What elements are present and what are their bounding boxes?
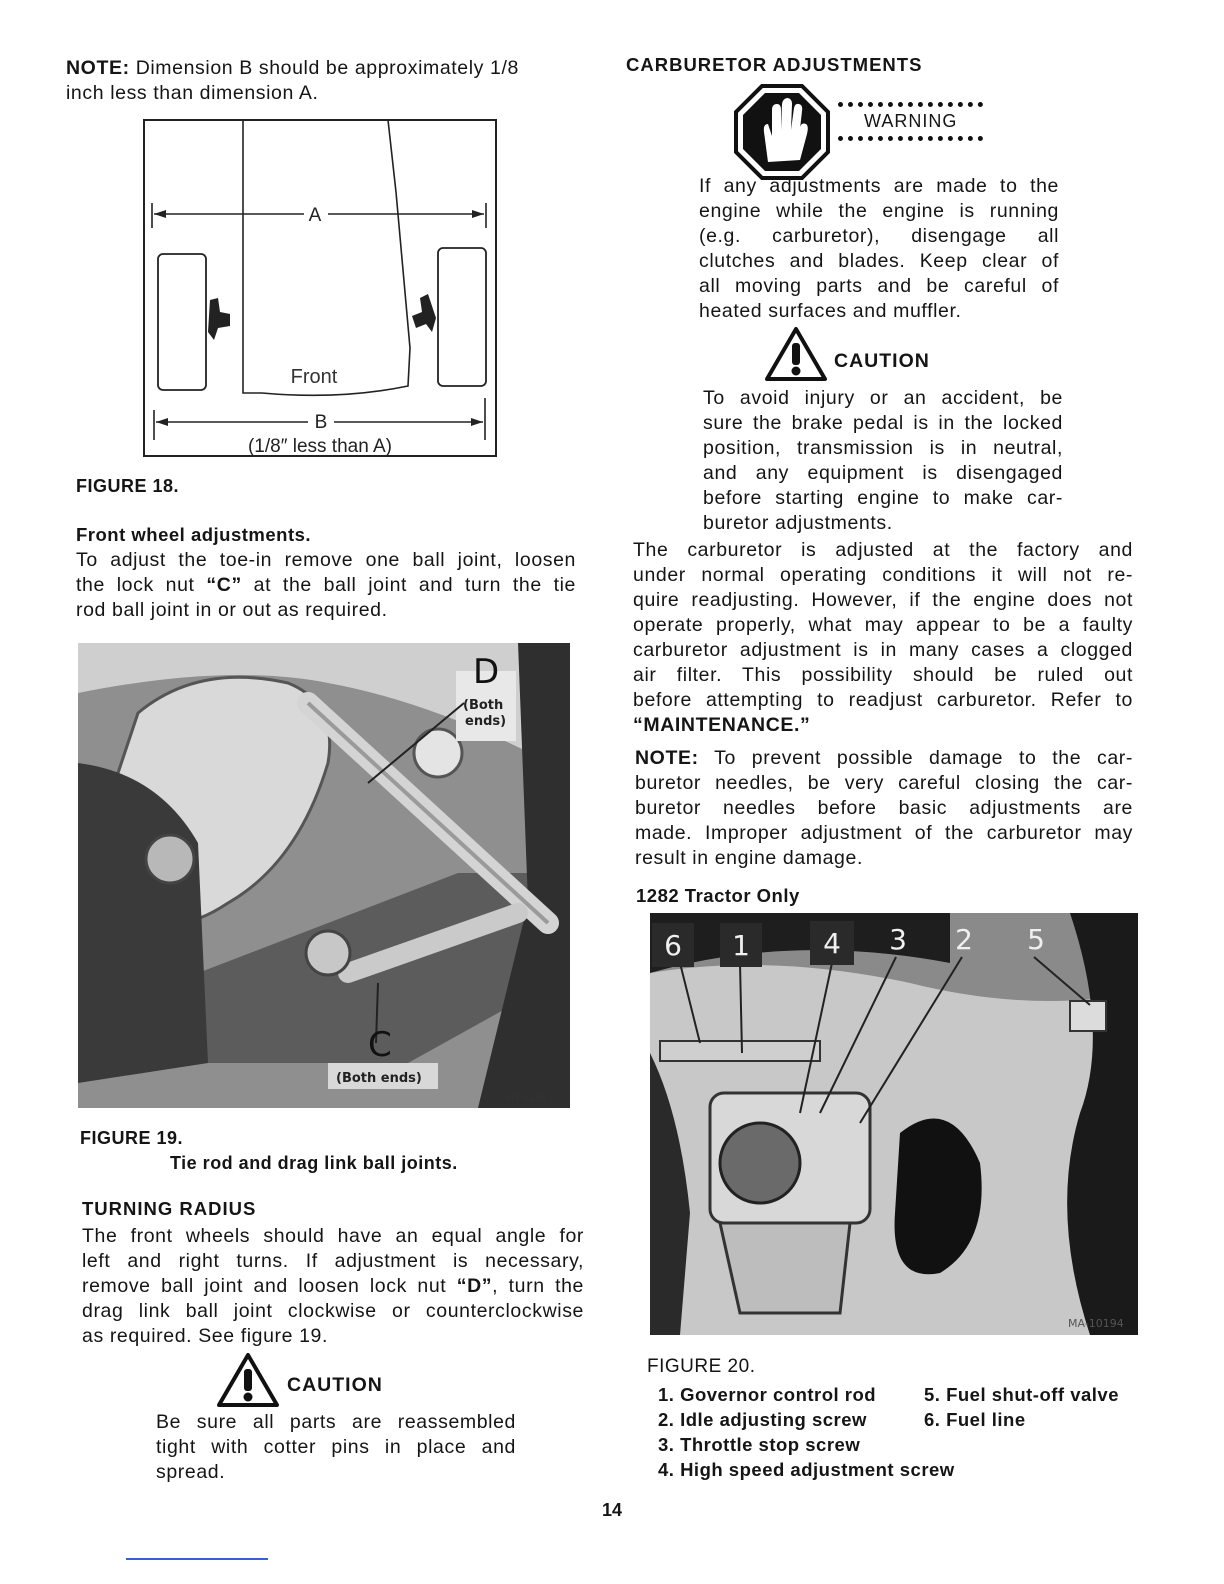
warning-line-1: If any adjustments are made to the <box>699 175 1059 197</box>
para-line-1: The carburetor is adjusted at the factory and <box>633 539 1133 561</box>
figure-19-subcaption: Tie rod and drag link ball joints. <box>170 1153 458 1173</box>
label-front: Front <box>290 366 338 388</box>
caution-left-line-3: spread. <box>156 1461 226 1483</box>
legend-item-2: 2. Idle adjusting screw <box>658 1409 867 1430</box>
warning-title: WARNING <box>864 111 958 131</box>
figure-18-caption: FIGURE 18. <box>76 476 180 496</box>
label-d-both-2: ends) <box>465 714 507 729</box>
caution-right-line-5: before starting engine to make car- <box>703 487 1063 509</box>
note-text-1: Dimension B should be approximately 1/8 <box>129 57 519 79</box>
caution-title-left: CAUTION <box>287 1374 383 1396</box>
legend-item-1: 1. Governor control rod <box>658 1384 877 1405</box>
caution-right-line-3: position, transmission is in neutral, <box>703 437 1063 459</box>
turning-radius-heading: TURNING RADIUS <box>82 1198 257 1219</box>
legend-item-6: 6. Fuel line <box>924 1409 1026 1430</box>
para-line-6: air filter. This possibility should be ruled out <box>633 664 1133 686</box>
warning-line-4: clutches and blades. Keep clear of <box>699 250 1059 272</box>
turning-line-3c: , turn the <box>492 1275 585 1297</box>
figure-19-photo <box>78 643 570 1108</box>
caution-title-right: CAUTION <box>834 350 930 372</box>
front-wheel-line-2b: at the ball joint and turn the tie <box>241 574 576 596</box>
label-less-than-a: (1/8″ less than A) <box>247 436 393 457</box>
para-line-4: operate properly, what may appear to be a faulty <box>633 614 1133 636</box>
turning-line-4: drag link ball joint clockwise or counterclockwise <box>82 1300 584 1322</box>
carburetor-paragraph <box>633 538 1133 738</box>
warning-banner <box>838 102 983 141</box>
caution-right-line-6: buretor adjustments. <box>703 512 893 534</box>
front-wheel-text <box>76 548 576 623</box>
edge-divider-line <box>126 1558 268 1560</box>
warning-line-6: heated surfaces and muffler. <box>699 300 962 322</box>
legend-item-3: 3. Throttle stop screw <box>658 1434 861 1455</box>
warning-line-3: (e.g. carburetor), disengage all <box>699 225 1059 247</box>
note-right-line-5: result in engine damage. <box>635 847 863 869</box>
callout-3: 3 <box>889 923 907 956</box>
para-line-5: carburetor adjustment is in many cases a clogged <box>633 639 1133 661</box>
warning-line-2: engine while the engine is running <box>699 200 1059 222</box>
legend-item-4: 4. High speed adjustment screw <box>658 1459 955 1480</box>
note-right-line-3: buretor needles before basic adjustments are <box>635 797 1133 819</box>
turning-d: “D” <box>456 1275 493 1297</box>
note-right-line-1: To prevent possible damage to the car- <box>698 747 1133 769</box>
note-dimension <box>66 56 586 106</box>
front-wheel-line-2a: the lock nut <box>76 574 207 596</box>
callout-2: 2 <box>955 923 973 956</box>
turning-line-2: left and right turns. If adjustment is necessary, <box>82 1250 584 1272</box>
note-text-2: inch less than dimension A. <box>66 82 319 104</box>
photo-code-ma10194: MA-10194 <box>1068 1317 1124 1330</box>
figure-20-caption: FIGURE 20. <box>647 1356 756 1377</box>
tractor-heading: 1282 Tractor Only <box>636 885 800 906</box>
caution-text-right <box>703 386 1063 536</box>
label-b: B <box>314 412 328 433</box>
turning-radius-text <box>82 1224 584 1349</box>
note-label: NOTE: <box>66 57 130 79</box>
figure-20-photo <box>650 913 1138 1335</box>
label-a: A <box>308 205 322 226</box>
caution-right-line-1: To avoid injury or an accident, be <box>703 387 1063 409</box>
figure-20-legend-left <box>658 1382 955 1482</box>
legend-item-5: 5. Fuel shut-off valve <box>924 1384 1120 1405</box>
front-wheel-line-1: To adjust the toe-in remove one ball joint, loosen <box>76 549 576 571</box>
page-number: 14 <box>602 1500 623 1520</box>
caution-triangle-icon <box>216 1352 280 1408</box>
figure-20-legend-right <box>924 1382 1119 1432</box>
figure-18-diagram <box>140 118 502 458</box>
warning-line-5: all moving parts and be careful of <box>699 275 1059 297</box>
label-d: D <box>473 652 500 692</box>
callout-4: 4 <box>823 927 841 960</box>
front-wheel-c: “C” <box>206 574 242 596</box>
label-c-both: (Both ends) <box>336 1071 422 1086</box>
turning-line-1: The front wheels should have an equal angle for <box>82 1225 584 1247</box>
callout-1: 1 <box>732 929 750 962</box>
caution-left-line-1: Be sure all parts are reassembled <box>156 1411 516 1433</box>
carburetor-note <box>635 746 1133 871</box>
para-line-8: “MAINTENANCE.” <box>633 714 811 736</box>
stop-hand-icon <box>734 84 830 180</box>
para-line-7: before attempting to readjust carburetor. Refer to <box>633 689 1133 711</box>
caution-text-left <box>156 1410 516 1485</box>
caution-left-line-2: tight with cotter pins in place and <box>156 1436 516 1458</box>
turning-line-3a: remove ball joint and loosen lock nut <box>82 1275 457 1297</box>
front-wheel-line-3: rod ball joint in or out as required. <box>76 599 388 621</box>
figure-19-caption: FIGURE 19. <box>80 1128 184 1148</box>
carburetor-heading: CARBURETOR ADJUSTMENTS <box>626 54 923 75</box>
label-c: C <box>368 1025 392 1065</box>
warning-text <box>699 174 1059 324</box>
front-wheel-heading: Front wheel adjustments. <box>76 524 312 545</box>
note-right-line-2: buretor needles, be very careful closing the car- <box>635 772 1133 794</box>
caution-right-line-4: and any equipment is disengaged <box>703 462 1063 484</box>
photo-code-ma5148: MA-5148 <box>506 1094 547 1104</box>
callout-6: 6 <box>664 929 682 962</box>
para-line-3: quire readjusting. However, if the engine does not <box>633 589 1133 611</box>
callout-5: 5 <box>1027 923 1045 956</box>
turning-line-5: as required. See figure 19. <box>82 1325 329 1347</box>
note-label-right: NOTE: <box>635 747 699 769</box>
caution-right-line-2: sure the brake pedal is in the locked <box>703 412 1063 434</box>
caution-triangle-icon <box>764 326 828 382</box>
para-line-2: under normal operating conditions it will not re- <box>633 564 1133 586</box>
note-right-line-4: made. Improper adjustment of the carburetor may <box>635 822 1133 844</box>
label-d-both-1: (Both <box>463 698 504 713</box>
